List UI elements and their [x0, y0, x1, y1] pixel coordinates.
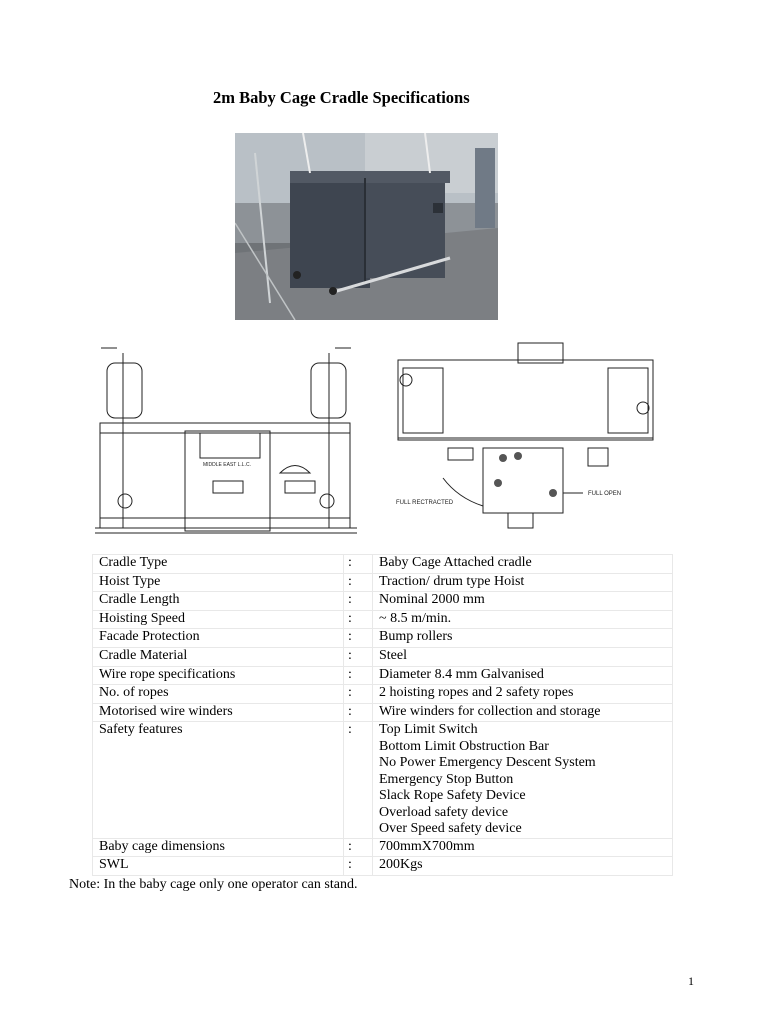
safety-features-list [373, 722, 673, 839]
page-number: 1 [688, 974, 694, 988]
note-text: Note: In the baby cage only one operator can stand. [69, 877, 358, 892]
spec-separator: : [344, 555, 373, 574]
cradle-photo [235, 133, 498, 320]
spec-label: Safety features [93, 722, 344, 839]
table-row [93, 573, 673, 592]
table-row [93, 629, 673, 648]
spec-label: Motorised wire winders [93, 703, 344, 722]
spec-label: Hoisting Speed [93, 610, 344, 629]
safety-feature-item: Slack Rope Safety Device [379, 788, 526, 804]
spec-separator: : [344, 629, 373, 648]
spec-value: 2 hoisting ropes and 2 safety ropes [373, 685, 673, 704]
table-row [93, 722, 673, 839]
spec-value: 700mmX700mm [373, 838, 673, 857]
spec-value: Baby Cage Attached cradle [373, 555, 673, 574]
cradle-elevation-drawing [95, 333, 357, 548]
spec-label: Cradle Length [93, 592, 344, 611]
spec-separator: : [344, 666, 373, 685]
table-row [93, 838, 673, 857]
spec-value: 200Kgs [373, 857, 673, 876]
safety-feature-item: Overload safety device [379, 804, 509, 820]
spec-separator: : [344, 647, 373, 666]
spec-value: Traction/ drum type Hoist [373, 573, 673, 592]
spec-separator: : [344, 592, 373, 611]
spec-separator: : [344, 857, 373, 876]
table-row [93, 555, 673, 574]
spec-label: No. of ropes [93, 685, 344, 704]
spec-label: Hoist Type [93, 573, 344, 592]
spec-separator: : [344, 703, 373, 722]
spec-value: Nominal 2000 mm [373, 592, 673, 611]
spec-label: Baby cage dimensions [93, 838, 344, 857]
spec-value: Bump rollers [373, 629, 673, 648]
cradle-plan-drawing [388, 338, 666, 533]
table-row [93, 592, 673, 611]
safety-feature-item: No Power Emergency Descent System [379, 755, 596, 771]
page-title: 2m Baby Cage Cradle Specifications [213, 88, 470, 107]
safety-feature-item: Top Limit Switch [379, 722, 478, 738]
specifications-table [92, 554, 673, 876]
spec-value: ~ 8.5 m/min. [373, 610, 673, 629]
safety-feature-item: Bottom Limit Obstruction Bar [379, 738, 549, 754]
spec-separator: : [344, 610, 373, 629]
drawing-brand-text: MIDDLE EAST L.L.C. [203, 462, 251, 468]
spec-label: Wire rope specifications [93, 666, 344, 685]
spec-label: SWL [93, 857, 344, 876]
safety-feature-item: Over Speed safety device [379, 821, 522, 837]
spec-value: Wire winders for collection and storage [373, 703, 673, 722]
spec-separator: : [344, 722, 373, 839]
table-row [93, 647, 673, 666]
full-open-label: FULL OPEN [588, 491, 622, 497]
spec-label: Facade Protection [93, 629, 344, 648]
spec-separator: : [344, 573, 373, 592]
table-row [93, 703, 673, 722]
spec-label: Cradle Type [93, 555, 344, 574]
table-row [93, 685, 673, 704]
safety-feature-item: Emergency Stop Button [379, 771, 514, 787]
spec-value: Steel [373, 647, 673, 666]
spec-label: Cradle Material [93, 647, 344, 666]
spec-value: Diameter 8.4 mm Galvanised [373, 666, 673, 685]
table-row [93, 857, 673, 876]
table-row [93, 666, 673, 685]
spec-separator: : [344, 685, 373, 704]
spec-separator: : [344, 838, 373, 857]
full-retracted-label: FULL RECTRACTED [396, 500, 454, 506]
table-row [93, 610, 673, 629]
